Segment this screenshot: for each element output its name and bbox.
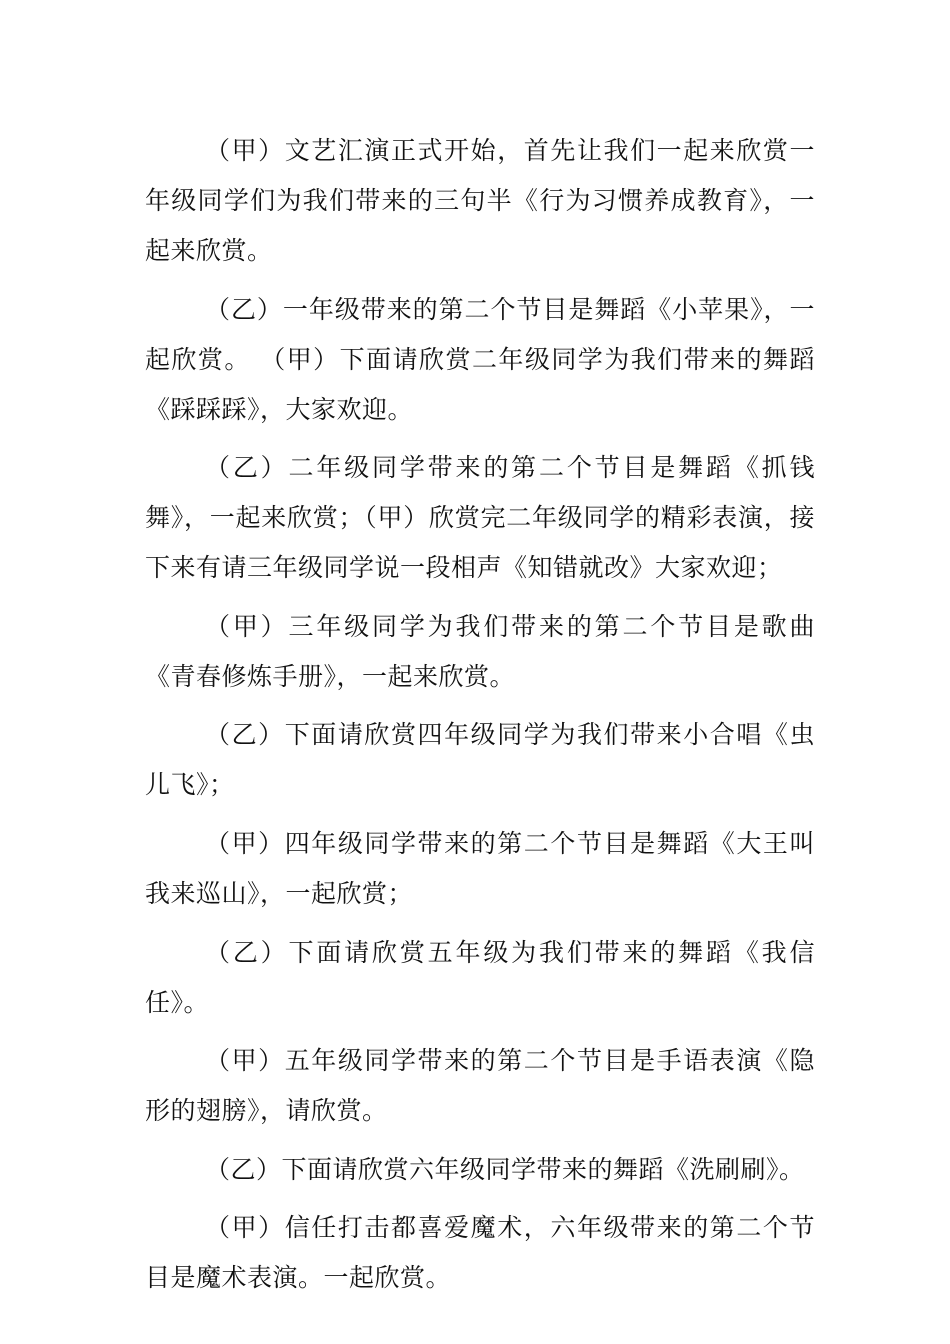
paragraph: （乙）二年级同学带来的第二个节目是舞蹈《抓钱舞》，一起来欣赏；（甲）欣赏完二年级同学的精彩表演，接下来有请三年级同学说一段相声《知错就改》大家欢迎； xyxy=(145,453,815,583)
paragraph: （乙）下面请欣赏六年级同学带来的舞蹈《洗刷刷》。 xyxy=(205,1154,805,1184)
paragraph: （乙）下面请欣赏五年级为我们带来的舞蹈《我信任》。 xyxy=(145,937,815,1017)
paragraph: （甲）文艺汇演正式开始，首先让我们一起来欣赏一年级同学们为我们带来的三句半《行为习惯养成教育》，一起来欣赏。 xyxy=(145,136,815,265)
paragraph: （甲）三年级同学为我们带来的第二个节目是歌曲《青春修炼手册》，一起来欣赏。 xyxy=(145,611,815,691)
paragraph: （甲）五年级同学带来的第二个节目是手语表演《隐形的翅膀》，请欣赏。 xyxy=(145,1046,815,1126)
paragraph: （乙）一年级带来的第二个节目是舞蹈《小苹果》，一起欣赏。 （甲）下面请欣赏二年级同学为我们带来的舞蹈《踩踩踩》，大家欢迎。 xyxy=(145,294,815,424)
paragraph: （甲）四年级同学带来的第二个节目是舞蹈《大王叫我来巡山》，一起欣赏； xyxy=(145,828,815,908)
paragraph: （甲）信任打击都喜爱魔术，六年级带来的第二个节目是魔术表演。一起欣赏。 xyxy=(145,1213,815,1293)
paragraph: （乙）下面请欣赏四年级同学为我们带来小合唱《虫儿飞》； xyxy=(145,720,815,800)
document-body xyxy=(145,126,815,1312)
